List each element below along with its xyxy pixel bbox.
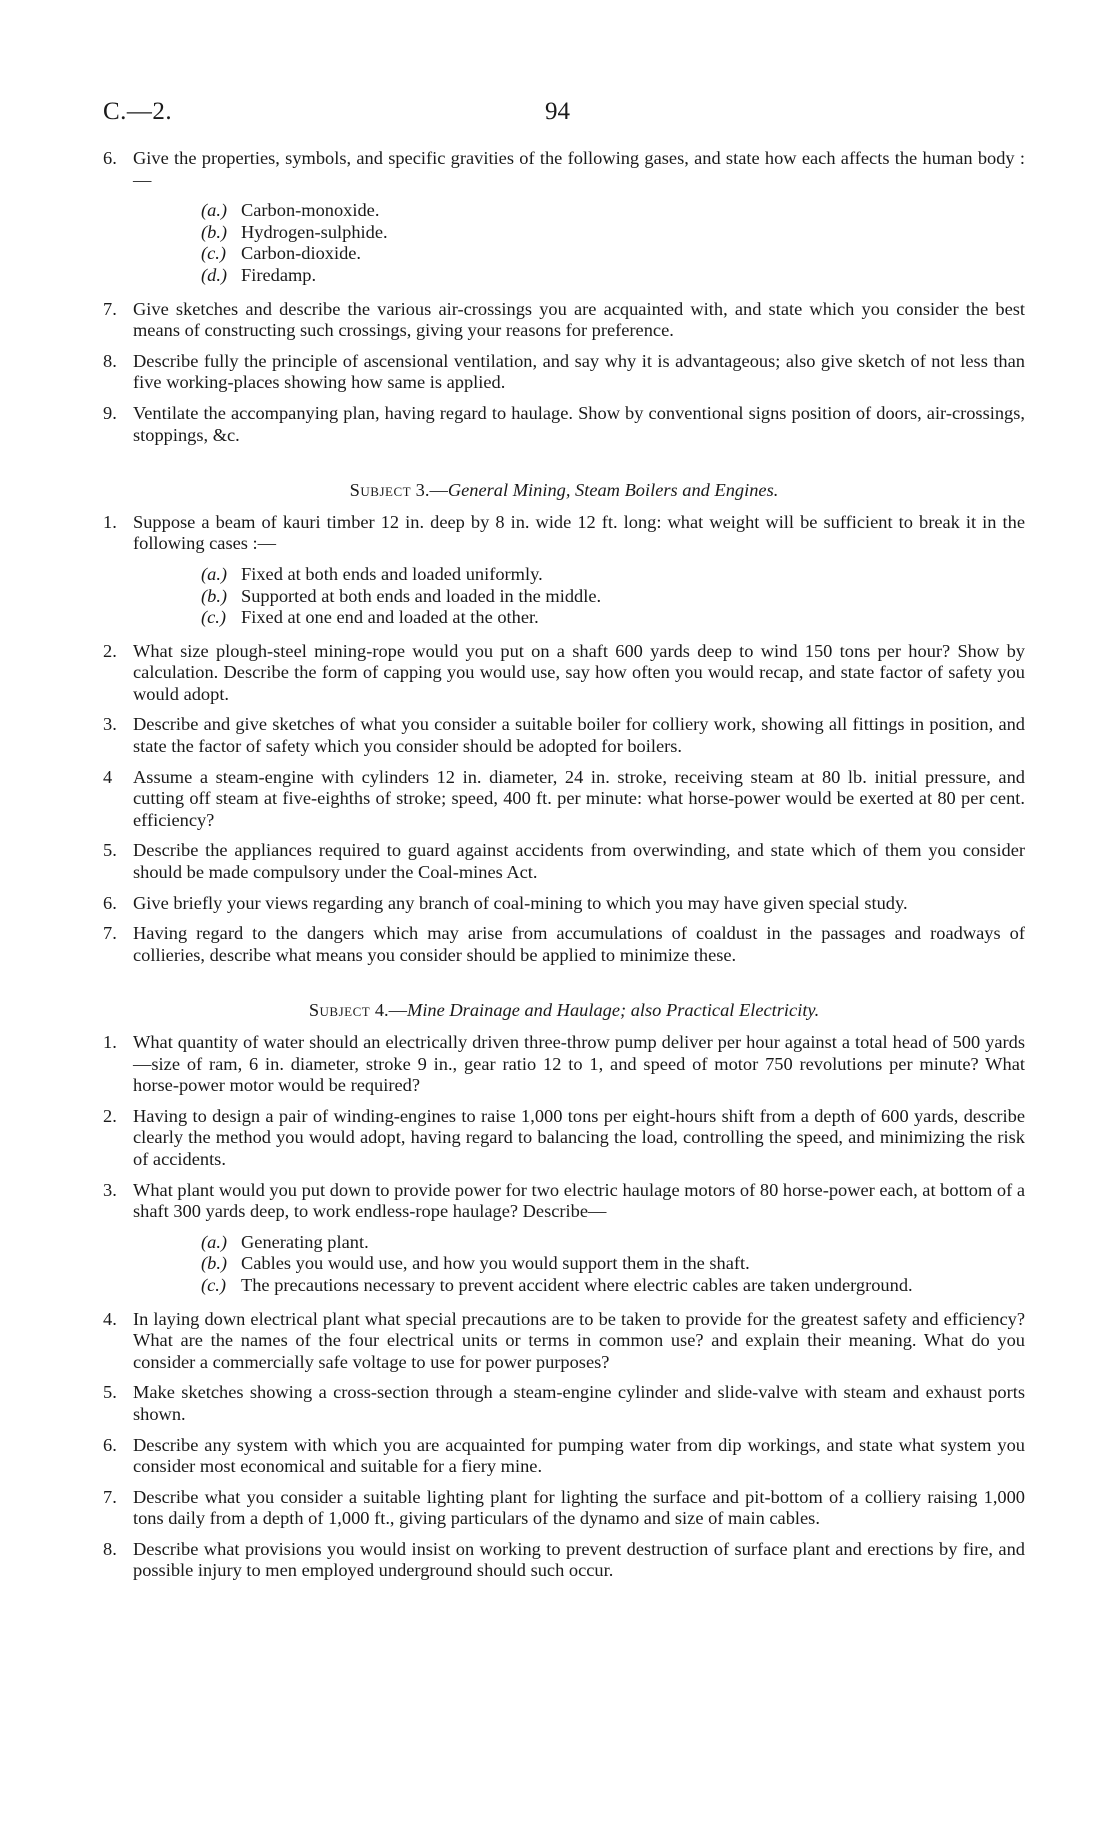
subject-4-heading [103,1000,1025,1022]
question-number: 7. [103,1486,117,1507]
sub-item-label: (b.) [201,585,228,606]
question-1 [103,1032,1025,1097]
sub-item [201,222,1025,244]
subject-3-heading [103,480,1025,502]
question-2 [103,641,1025,706]
question-number: 8. [103,350,117,371]
question-7 [103,1487,1025,1530]
question-text: What plant would you put down to provide power for two electric haulage motors of 80 horse-power each, at bottom of a shaft 300 yards deep, to work endless-rope haulage? Describe— [133,1179,1025,1222]
subject-label: Subject [308,1000,371,1021]
question-text: Assume a steam-engine with cylinders 12 in. diameter, 24 in. stroke, receiving steam at 80 lb. initial pressure, and cutting off steam at five-eighths of stroke; speed, 400 ft. per minute: what horse-power would be exerted at 80 per cent. efficiency? [133,766,1025,830]
question-number: 5. [103,840,117,861]
sub-item [201,586,1025,608]
question-number: 4. [103,1308,117,1329]
subject-number: 4.— [370,1000,407,1021]
page-content [103,148,1025,1591]
question-number: 6. [103,148,117,168]
parliamentary-paper-ref: C.—2. [103,98,173,125]
question-number: 3. [103,714,117,735]
page-number: 94 [545,98,570,125]
sub-item [201,1253,1025,1275]
sub-item [201,243,1025,265]
sub-item-label: (c.) [201,607,227,628]
sub-item-text: Firedamp. [241,264,317,285]
sub-item-text: Hydrogen-sulphide. [241,221,388,242]
question-text: Describe the appliances required to guard against accidents from overwinding, and state which of them you consider should be made compulsory under the Coal-mines Act. [133,840,1025,883]
question-6 [103,148,1025,191]
subject-number: 3.— [411,480,448,501]
question-number: 9. [103,402,117,423]
question-text: Suppose a beam of kauri timber 12 in. deep by 8 in. wide 12 ft. long: what weight will be sufficient to break it in the following cases :— [133,511,1025,554]
question-3-subitems [201,1232,1025,1297]
question-text: Give the properties, symbols, and specific gravities of the following gases, and state how each affects the human body :— [133,148,1025,190]
sub-item-text: Supported at both ends and loaded in the middle. [241,585,602,606]
question-text: Describe and give sketches of what you consider a suitable boiler for colliery work, showing all fittings in position, and state the factor of safety which you consider should be adopted for boilers. [133,714,1025,757]
question-text: Having to design a pair of winding-engines to raise 1,000 tons per eight-hours shift from a depth of 600 yards, describe clearly the method you would adopt, having regard to balancing the load, controlling the speed, and minimizing the risk of accidents. [133,1105,1025,1169]
sub-item-label: (c.) [201,1274,227,1295]
subject-title: Mine Drainage and Haulage; also Practical Electricity. [407,1000,820,1021]
question-number: 2. [103,1105,117,1126]
question-2 [103,1106,1025,1171]
question-1-subitems [201,564,1025,629]
question-5 [103,1382,1025,1425]
sub-item [201,200,1025,222]
question-3 [103,714,1025,757]
question-text: Describe what you consider a suitable lighting plant for lighting the surface and pit-bottom of a colliery raising 1,000 tons daily from a depth of 1,000 ft., giving particulars of the dynamo and size of main cables. [133,1486,1025,1529]
question-number: 6. [103,892,117,913]
sub-item [201,607,1025,629]
sub-item-label: (b.) [201,221,228,242]
question-7 [103,923,1025,966]
sub-item-text: The precautions necessary to prevent accident where electric cables are taken underground. [241,1274,913,1295]
question-number: 3. [103,1179,117,1200]
sub-item [201,564,1025,586]
question-8 [103,1539,1025,1582]
subject-label: Subject [349,480,412,501]
question-number: 4 [103,766,113,787]
question-number: 5. [103,1382,117,1403]
sub-item-label: (a.) [201,563,228,584]
question-text: Describe any system with which you are acquainted for pumping water from dip workings, and state what system you consider most economical and suitable for a fiery mine. [133,1434,1025,1477]
question-text: In laying down electrical plant what special precautions are to be taken to provide for the greatest safety and efficiency? What are the names of the four electrical units or terms in common use? and explain their meaning. What do you consider a commercially safe voltage to use for power purposes? [133,1308,1025,1372]
question-text: Ventilate the accompanying plan, having regard to haulage. Show by conventional signs position of doors, air-crossings, stoppings, &c. [133,402,1025,445]
sub-item [201,265,1025,287]
question-number: 6. [103,1434,117,1455]
question-9 [103,403,1025,446]
sub-item-text: Carbon-monoxide. [241,200,380,221]
question-number: 2. [103,640,117,661]
sub-item-text: Fixed at both ends and loaded uniformly. [241,563,543,584]
question-number: 7. [103,923,117,944]
question-number: 1. [103,1032,117,1052]
question-text: Describe fully the principle of ascensional ventilation, and say why it is advantageous; also give sketch of not less than five working-places showing how same is applied. [133,350,1025,393]
question-text: Having regard to the dangers which may arise from accumulations of coaldust in the passages and roadways of collieries, describe what means you consider should be applied to minimize these. [133,923,1025,965]
question-text: Give briefly your views regarding any branch of coal-mining to which you may have given special study. [133,892,908,913]
question-text: Give sketches and describe the various air-crossings you are acquainted with, and state which you consider the best means of constructing such crossings, giving your reasons for preference. [133,298,1025,341]
question-text: Describe what provisions you would insist on working to prevent destruction of surface plant and erections by fire, and possible injury to men employed underground should such occur. [133,1538,1025,1581]
question-text: What size plough-steel mining-rope would you put on a shaft 600 yards deep to wind 150 tons per hour? Show by calculation. Describe the form of capping you would use, say how often you would recap, and state factor of safety you would adopt. [133,640,1025,704]
sub-item-text: Cables you would use, and how you would support them in the shaft. [241,1253,750,1274]
sub-item [201,1232,1025,1254]
sub-item-label: (b.) [201,1253,228,1274]
question-4 [103,767,1025,832]
sub-item-text: Generating plant. [241,1231,369,1252]
question-4 [103,1309,1025,1374]
sub-item-label: (a.) [201,1231,228,1252]
question-6 [103,893,1025,915]
sub-item [201,1275,1025,1297]
question-text: Make sketches showing a cross-section through a steam-engine cylinder and slide-valve with steam and exhaust ports shown. [133,1382,1025,1424]
question-number: 8. [103,1538,117,1559]
sub-item-text: Fixed at one end and loaded at the other. [241,607,539,628]
sub-item-label: (c.) [201,243,227,264]
question-text: What quantity of water should an electrically driven three-throw pump deliver per hour against a total head of 500 yards—size of ram, 6 in. diameter, stroke 9 in., gear ratio 12 to 1, and speed of motor 750 revolutions per minute? What horse-power motor would be required? [133,1032,1025,1096]
question-7 [103,299,1025,342]
question-number: 1. [103,511,117,532]
sub-item-label: (d.) [201,264,228,285]
sub-item-text: Carbon-dioxide. [241,243,362,264]
question-6-subitems [201,200,1025,286]
subject-title: General Mining, Steam Boilers and Engines. [447,480,779,501]
question-5 [103,840,1025,883]
sub-item-label: (a.) [201,200,228,221]
question-3 [103,1180,1025,1223]
question-6 [103,1435,1025,1478]
question-number: 7. [103,298,117,319]
question-8 [103,351,1025,394]
question-1 [103,512,1025,555]
